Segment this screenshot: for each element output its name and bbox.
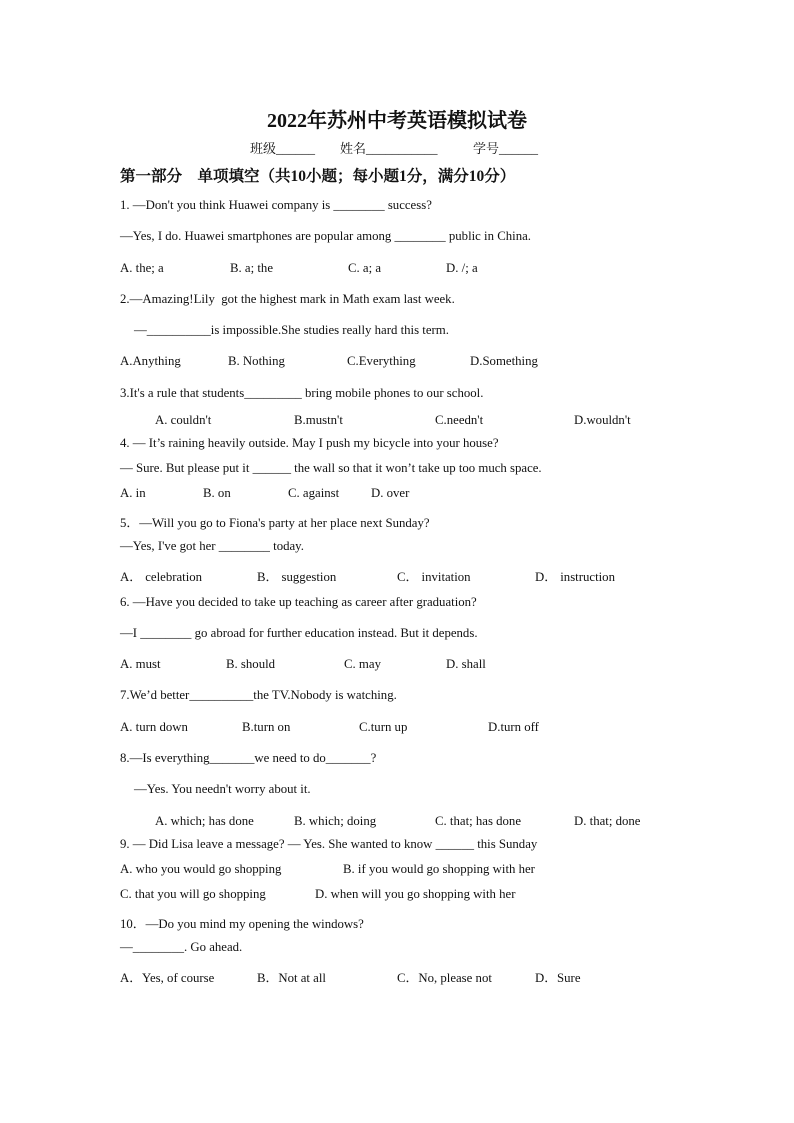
option-a: A. which; has done bbox=[155, 814, 254, 828]
option-c: C. a; a bbox=[348, 261, 382, 275]
option-a: A．Yes, of course bbox=[120, 971, 215, 985]
option-d: D． instruction bbox=[535, 570, 615, 584]
option-b: B． suggestion bbox=[257, 570, 337, 584]
option-d: D．Sure bbox=[535, 971, 581, 985]
option-b: B. on bbox=[203, 486, 231, 500]
option-d: D. /; a bbox=[446, 261, 478, 275]
question-text: 1. —Don't you think Huawei company is ________ success? bbox=[120, 198, 432, 212]
page-title: 2022年苏州中考英语模拟试卷 bbox=[267, 110, 527, 132]
option-c: C．No, please not bbox=[397, 971, 492, 985]
option-d: D. shall bbox=[446, 657, 486, 671]
option-a: A． celebration bbox=[120, 570, 203, 584]
question-text: 5．—Will you go to Fiona's party at her place next Sunday? bbox=[120, 516, 430, 530]
option-c: C. may bbox=[344, 657, 381, 671]
option-d: D.wouldn't bbox=[574, 413, 631, 427]
question-text: 2.—Amazing!Lily got the highest mark in Math exam last week. bbox=[120, 292, 455, 306]
option-a: A. in bbox=[120, 486, 146, 500]
option-c: C.needn't bbox=[435, 413, 484, 427]
option-c: C. that you will go shopping bbox=[120, 887, 266, 901]
option-a: A.Anything bbox=[120, 354, 181, 368]
option-d: D. over bbox=[371, 486, 410, 500]
question-text: 9. — Did Lisa leave a message? — Yes. She wanted to know ______ this Sunday bbox=[120, 837, 538, 851]
question-text: 4. — It’s raining heavily outside. May I push my bicycle into your house? bbox=[120, 436, 499, 450]
option-b: B. a; the bbox=[230, 261, 274, 275]
option-b: B. which; doing bbox=[294, 814, 377, 828]
option-a: A. the; a bbox=[120, 261, 164, 275]
option-d: D. that; done bbox=[574, 814, 641, 828]
question-text: 3.It's a rule that students_________ bring mobile phones to our school. bbox=[120, 386, 484, 400]
option-c: C. against bbox=[288, 486, 340, 500]
class-field: 班级______ bbox=[250, 141, 316, 156]
option-d: D.turn off bbox=[488, 720, 539, 734]
question-text: —Yes, I do. Huawei smartphones are popular among ________ public in China. bbox=[120, 229, 531, 243]
question-text: 6. —Have you decided to take up teaching as career after graduation? bbox=[120, 595, 477, 609]
question-text: —__________is impossible.She studies really hard this term. bbox=[134, 323, 449, 337]
option-b: B. Nothing bbox=[228, 354, 285, 368]
question-text: —Yes. You needn't worry about it. bbox=[134, 782, 311, 796]
question-text: — Sure. But please put it ______ the wall so that it won’t take up too much space. bbox=[120, 461, 542, 475]
option-d: D. when will you go shopping with her bbox=[315, 887, 516, 901]
option-b: B.mustn't bbox=[294, 413, 343, 427]
question-text: —________. Go ahead. bbox=[120, 940, 243, 954]
question-text: —I ________ go abroad for further education instead. But it depends. bbox=[120, 626, 478, 640]
student-number-field: 学号______ bbox=[473, 141, 539, 156]
option-b: B.turn on bbox=[242, 720, 291, 734]
option-c: C.turn up bbox=[359, 720, 408, 734]
option-d: D.Something bbox=[470, 354, 538, 368]
option-b: B. should bbox=[226, 657, 276, 671]
question-text: 8.—Is everything_______we need to do_______? bbox=[120, 751, 377, 765]
question-text: 7.We’d better__________the TV.Nobody is watching. bbox=[120, 688, 397, 702]
option-c: C.Everything bbox=[347, 354, 416, 368]
option-a: A. who you would go shopping bbox=[120, 862, 282, 876]
question-text: 10．—Do you mind my opening the windows? bbox=[120, 917, 364, 931]
question-text: —Yes, I've got her ________ today. bbox=[120, 539, 304, 553]
section-title: 第一部分 单项填空（共10小题；每小题1分，满分10分） bbox=[120, 168, 516, 185]
name-field: 姓名___________ bbox=[340, 141, 438, 156]
option-b: B．Not at all bbox=[257, 971, 326, 985]
option-a: A. must bbox=[120, 657, 161, 671]
option-c: C. that; has done bbox=[435, 814, 522, 828]
option-a: A. turn down bbox=[120, 720, 188, 734]
option-b: B. if you would go shopping with her bbox=[343, 862, 535, 876]
option-a: A. couldn't bbox=[155, 413, 212, 427]
option-c: C． invitation bbox=[397, 570, 471, 584]
